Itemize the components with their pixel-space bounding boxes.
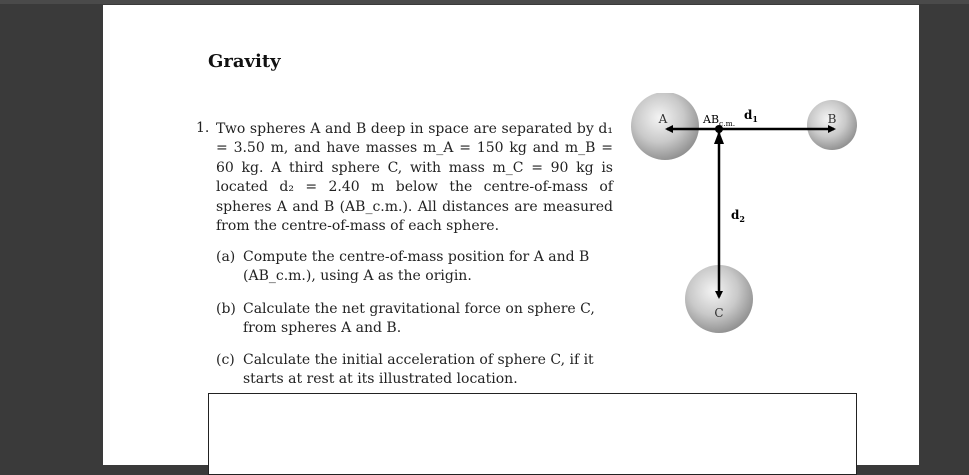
sphere-b-label: B [827,112,837,126]
part-b-label: (b) [216,301,236,317]
part-a-label: (a) [216,249,236,265]
question-number: 1. [196,120,210,136]
sphere-a [631,93,699,160]
page-title: Gravity [208,51,281,72]
answer-box[interactable] [208,393,857,475]
part-a-text: Compute the centre-of-mass position for A and B (AB_c.m.), using A as the origin. [243,249,590,285]
part-b-text: Calculate the net gravitational force on sphere C, from spheres A and B. [243,301,595,337]
window-top-bar [0,0,969,4]
spheres-diagram [623,93,863,333]
d2-label: $d_2$ [731,208,745,224]
sphere-c-label: C [714,306,724,320]
question-text: Two spheres A and B deep in space are separated by d₁ = 3.50 m, and have masses m_A = 150 kg and m_B = 60 kg. A third sphere C, with mass m_C = 90 kg is located d₂ = 2.40 m below the centre-of-mass of spheres A and B (AB_c.m.). All distances are measured from the centre-of-mass of each sphere. [216,121,613,235]
part-c-label: (c) [216,352,235,368]
document-page [103,5,919,465]
d1-label: $d_1$ [744,108,758,124]
cm-label: $AB_{c.m.}$ [703,113,736,128]
part-c-text: Calculate the initial acceleration of sphere C, if it starts at rest at its illustrated location. [243,352,594,388]
sphere-a-label: A [658,112,668,126]
